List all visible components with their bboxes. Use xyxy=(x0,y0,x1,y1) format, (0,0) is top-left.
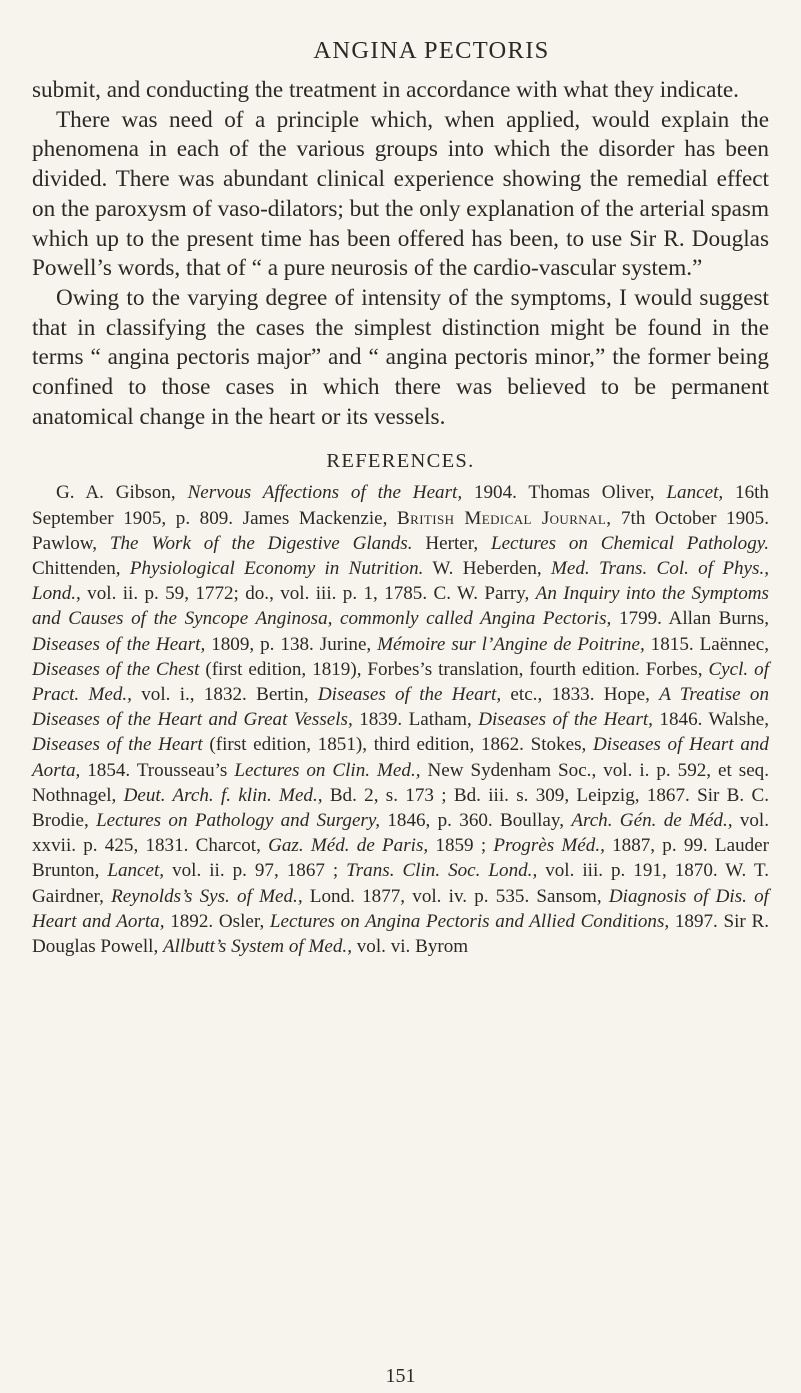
reference-title: Cycl. of Pract. Med., xyxy=(32,658,769,706)
reference-text: vol. i., 1832. Bertin, xyxy=(131,684,318,706)
reference-text: 16th September 1905, p. 809. James Mackenzie, xyxy=(32,482,769,529)
paragraph: Owing to the varying degree of intensity of the symptoms, I would suggest that in classifying the cases the simplest distinction might be found in the terms “ angina pectoris major” and “ angina pectoris minor,” the former being confined to those cases in which there was believed to be permanent anatomical change in the heart or its vessels. xyxy=(32,284,769,430)
reference-text: vol. ii. p. 59, 1772; do., vol. iii. p. 1, 1785. C. W. Parry, xyxy=(80,583,536,605)
body-text xyxy=(32,76,769,432)
references-list xyxy=(32,480,769,959)
reference-title: Arch. Gén. de Méd., xyxy=(571,810,733,832)
paragraph: submit, and conducting the treatment in accordance with what they indicate. xyxy=(32,77,739,103)
reference-text: 1839. Latham, xyxy=(352,709,479,731)
reference-title: Progrès Méd., xyxy=(493,835,605,857)
reference-text: vol. ii. p. 97, 1867 ; xyxy=(164,860,347,882)
reference-title: Med. Trans. Col. of Phys., Lond., xyxy=(32,558,769,605)
reference-text: 1887, p. 99. Lauder Brunton, xyxy=(32,835,769,882)
reference-title: Diseases of Heart and Aorta, xyxy=(32,734,769,781)
reference-title: Trans. Clin. Soc. Lond., xyxy=(346,860,538,882)
reference-title: Diseases of the Heart, xyxy=(32,633,206,655)
reference-text: Bd. 2, s. 173 ; Bd. iii. s. 309, Leipzig, 1867. Sir B. C. Brodie, xyxy=(32,784,769,832)
reference-title: Nervous Affections of the Heart, xyxy=(187,482,463,504)
page-number: 151 xyxy=(385,1365,416,1387)
reference-title: Lancet, xyxy=(107,860,165,882)
reference-title: Diagnosis of Dis. of Heart and Aorta, xyxy=(32,885,769,932)
reference-text: 1815. Laënnec, xyxy=(644,633,770,655)
reference-text: Chittenden, xyxy=(32,558,130,580)
reference-text: 1892. Osler, xyxy=(164,910,270,932)
reference-text: New Sydenham Soc., vol. i. p. 592, et seq. Nothnagel, xyxy=(32,759,769,806)
reference-text: G. A. Gibson, xyxy=(56,482,188,504)
reference-text: 1904. Thomas Oliver, xyxy=(462,482,667,504)
reference-title: Reynolds’s Sys. of Med., xyxy=(111,885,303,907)
reference-title: An Inquiry into the Symptoms and Causes of the Syncope Anginosa, commonly called Angina Pectoris, xyxy=(32,583,769,630)
paragraph: There was need of a principle which, when applied, would explain the phenomena in each of the various groups into which the disorder has been divided. There was abundant clinical experience showing the remedial effect on the paroxysm of vaso-dilators; but the only explanation of the arterial spasm which up to the present time has been offered has been, to use Sir R. Douglas Powell’s words, that of “ a pure neurosis of the cardio-vascular system.” xyxy=(32,106,769,282)
reference-text: 1859 ; xyxy=(428,835,494,857)
reference-title: Physiological Economy in Nutrition. xyxy=(129,558,424,580)
reference-title: Gaz. Méd. de Paris, xyxy=(268,835,429,857)
reference-text: vol. vi. Byrom xyxy=(351,936,469,958)
references-heading: REFERENCES. xyxy=(326,450,475,473)
reference-title: Lectures on Clin. Med., xyxy=(234,759,421,781)
reference-title: A Treatise on Diseases of the Heart and Great Vessels, xyxy=(32,684,769,731)
reference-title: Lectures on Angina Pectoris and Allied Conditions, xyxy=(269,910,670,932)
reference-text: 1799. Allan Burns, xyxy=(611,608,769,630)
reference-title: Lectures on Chemical Pathology. xyxy=(490,532,769,554)
reference-text: vol. xxvii. p. 425, 1831. Charcot, xyxy=(32,810,770,857)
reference-title: Lectures on Pathology and Surgery, xyxy=(96,810,381,832)
reference-text: 7th October 1905. Pawlow, xyxy=(32,507,769,554)
reference-text: vol. iii. p. 191, 1870. W. T. Gairdner, xyxy=(32,860,769,907)
reference-text: (first edition, 1851), third edition, 1862. Stokes, xyxy=(202,734,593,756)
reference-text: British Medical Journal, xyxy=(397,507,612,529)
reference-text: W. Heberden, xyxy=(423,558,551,580)
reference-title: The Work of the Digestive Glands. xyxy=(109,532,413,554)
reference-text: Herter, xyxy=(412,532,491,554)
reference-title: Mémoire sur l’Angine de Poitrine, xyxy=(377,633,645,655)
reference-text: 1897. Sir R. Douglas Powell, xyxy=(32,910,769,958)
reference-title: Deut. Arch. f. klin. Med., xyxy=(123,784,323,806)
reference-text: 1854. Trousseau’s xyxy=(80,759,235,781)
reference-title: Diseases of the Heart, xyxy=(317,684,502,706)
reference-title: Lancet, xyxy=(666,482,724,504)
reference-text: (first edition, 1819), Forbes’s translation, fourth edition. Forbes, xyxy=(199,658,709,680)
reference-title: Diseases of the Heart, xyxy=(478,709,653,731)
reference-text: 1809, p. 138. Jurine, xyxy=(205,633,378,655)
reference-title: Allbutt’s System of Med., xyxy=(163,936,352,958)
reference-text: 1846, p. 360. Boullay, xyxy=(380,810,572,832)
reference-title: Diseases of the Chest xyxy=(32,658,200,680)
reference-text: etc., 1833. Hope, xyxy=(501,684,660,706)
running-title: ANGINA PECTORIS xyxy=(313,37,550,64)
reference-title: Diseases of the Heart xyxy=(32,734,203,756)
reference-text: 1846. Walshe, xyxy=(652,709,770,731)
reference-text: Lond. 1877, vol. iv. p. 535. Sansom, xyxy=(302,885,609,907)
